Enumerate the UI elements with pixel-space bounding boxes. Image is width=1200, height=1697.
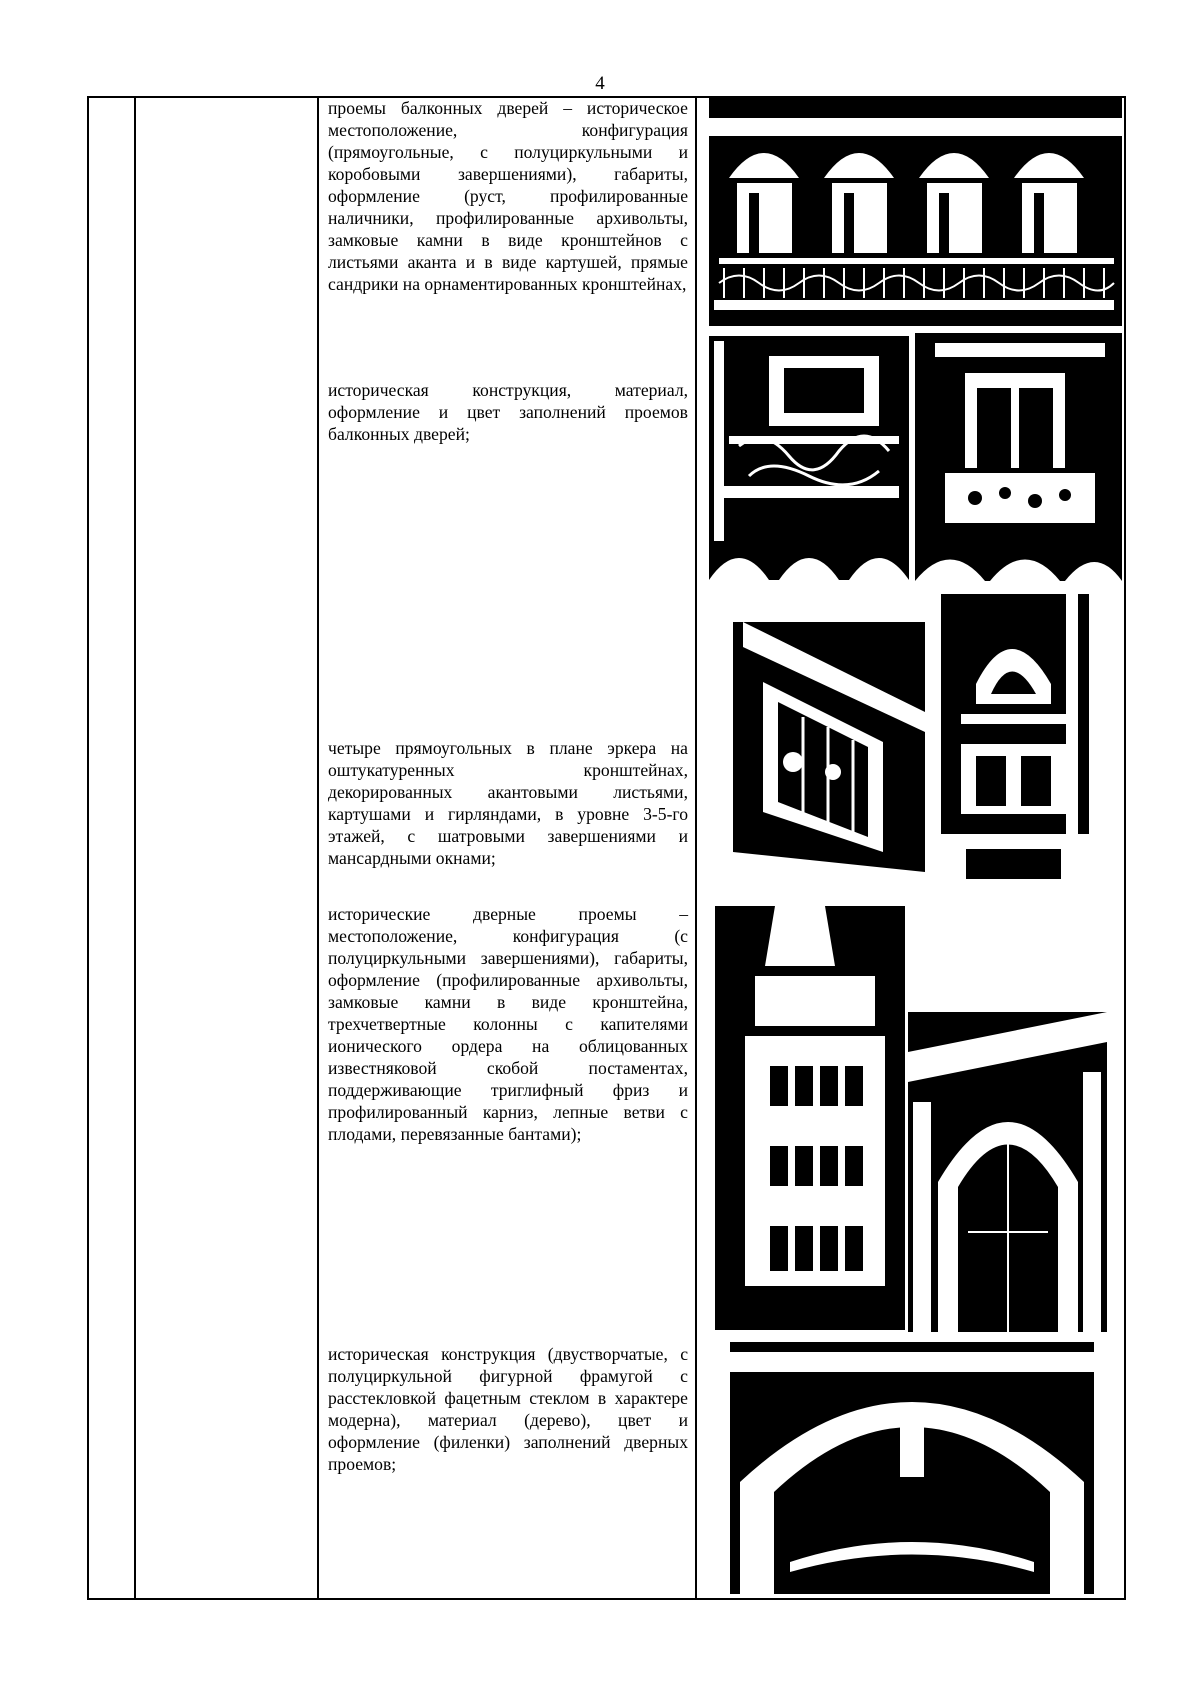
column-divider-1 [134,96,136,1600]
table-bottom-border [87,1598,1126,1600]
entrance-arch-photo [908,1012,1107,1332]
paragraph-door-fill: историческая конструкция (двустворчатые, с полуциркульной фигурной фрамугой с расстекловкой фацетным стеклом в характере модерна), материал (дерево), цвет и оформление (филенки) заполнений дверных проемов; [328,1344,688,1474]
table-left-border [87,96,89,1600]
column-divider-3 [695,96,697,1600]
door-tower-photo [715,906,905,1330]
column-divider-2 [317,96,319,1600]
bay-window-vertical-photo [941,594,1089,888]
paragraph-balcony-fill: историческая конструкция, материал, оформление и цвет заполнений проемов балконных дверей; [328,380,688,444]
balcony-right-photo [915,333,1122,581]
table-right-border [1124,96,1126,1600]
bay-window-angled-photo [733,622,925,888]
paragraph-balcony-openings: проемы балконных дверей – историческое местоположение, конфигурация (прямоугольные, с полуциркульными и коробовыми завершениями), габариты, оформление (руст, профилированные наличники, профилированные архивольты, замковые камни в виде кронштейнов с листьями аканта и в виде картушей, прямые сандрики на орнаментированных кронштейнах, [328,98,688,294]
paragraph-bay-windows: четыре прямоугольных в плане эркера на оштукатуренных кронштейнах, декорированных акантовыми листьями, картушами и гирляндами, в уровне 3-5-го этажей, с шатровыми завершениями и мансардными окнами; [328,738,688,868]
balcony-left-photo [709,336,909,580]
arch-detail-photo [730,1342,1094,1594]
page-number: 4 [595,73,605,94]
balcony-facade-photo [709,98,1122,326]
paragraph-door-openings: исторические дверные проемы – местоположение, конфигурация (с полуциркульными завершениями), габариты, оформление (профилированные архивольты, замковые камни в виде кронштейна, трехчетвертные колонны с капителями ионического ордера на облицованных известняковой скобой постаментах, поддерживающие триглифный фриз и профилированный карниз, лепные ветви с плодами, перевязанные бантами); [328,904,688,1144]
